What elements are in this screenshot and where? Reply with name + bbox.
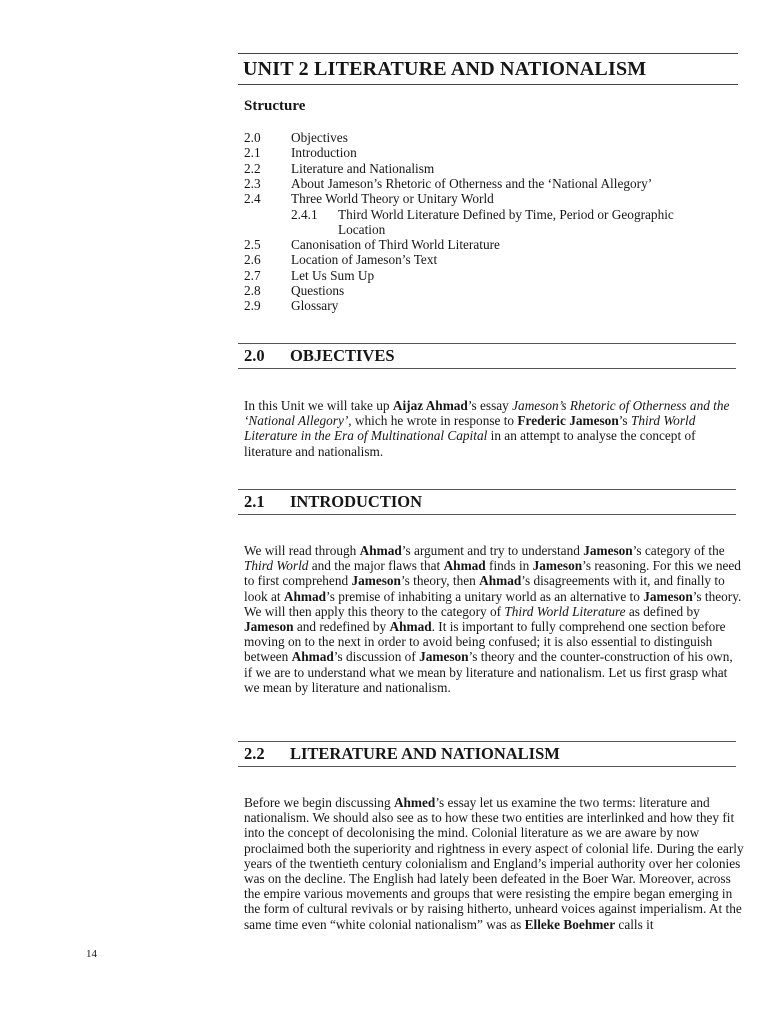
bold-text: Ahmad [389, 619, 432, 635]
bold-text: Frederic Jameson [517, 413, 619, 429]
bold-text: Ahmad [359, 543, 402, 558]
toc-number: 2.5 [244, 237, 261, 253]
bold-text: Aijaz Ahmad [392, 398, 468, 413]
toc-label: Let Us Sum Up [291, 267, 375, 283]
structure-heading: Structure [244, 98, 306, 114]
toc-label: Literature and Nationalism [291, 160, 435, 176]
bold-text: Jameson [643, 588, 693, 604]
body-text: ’s theory, then [400, 573, 480, 589]
toc-number: 2.0 [244, 130, 261, 145]
body-text: , which he wrote in response to [348, 413, 518, 429]
bold-text: Jameson [351, 573, 401, 589]
toc-label: Canonisation of Third World Literature [291, 237, 500, 253]
toc-number: 2.9 [244, 298, 261, 314]
toc-number: 2.7 [244, 267, 261, 283]
body-text: Before we begin discussing [244, 795, 394, 810]
toc-label: Third World Literature Defined by Time, Period or Geographic [338, 206, 674, 222]
section-title: INTRODUCTION [290, 492, 423, 511]
bold-text: Ahmad [283, 588, 327, 604]
italic-text: Third World Literature [504, 603, 626, 619]
body-text: In this Unit we will take up [244, 398, 393, 413]
body-text: ’s category of the [632, 543, 725, 558]
body-text: ’s reasoning. For this we need to first comprehend [244, 558, 741, 589]
body-text: We will read through [244, 543, 360, 558]
bold-text: Ahmed [393, 795, 436, 810]
section-number: 2.1 [244, 492, 265, 511]
body-text: and redefined by [293, 619, 390, 635]
toc-label: Location [338, 221, 386, 237]
literature-paragraph [244, 795, 744, 932]
body-text: calls it [615, 916, 654, 932]
bold-text: Jameson [532, 558, 583, 574]
bold-text: Jameson [583, 543, 633, 558]
toc-number: 2.6 [244, 252, 261, 268]
objectives-paragraph [244, 398, 744, 459]
body-text: ’s theory. We will then apply this theory to the category of [244, 588, 742, 619]
toc-label: About Jameson’s Rhetoric of Otherness and the ‘National Allegory’ [291, 175, 653, 191]
unit-title: UNIT 2 LITERATURE AND NATIONALISM [243, 58, 647, 80]
toc-label: Introduction [291, 145, 357, 161]
body-text: ’s essay [467, 398, 513, 413]
bold-text: Elleke Boehmer [524, 916, 616, 932]
body-text: . It is important to fully comprehend one section before moving on to the next in order to avoid being confused; it is also essential to distinguish between [244, 619, 726, 665]
body-text: and the major flaws that [308, 558, 444, 574]
section-heading-introduction [244, 492, 422, 512]
section-heading-literature [244, 744, 560, 764]
section-number: 2.0 [244, 346, 265, 365]
toc-number: 2.8 [244, 283, 261, 298]
toc-label: Objectives [291, 130, 348, 145]
body-text: ’s essay let us examine the two terms: literature and nationalism. We should also see as to how these two entities are interlinked and how they fit into the concept of decolonising the mind. Colonial literature as we are aware by now proclaimed both the superiority and rightness in every aspect of colonial life. During the early years of the twentieth century colonialism and England’s imperial authority over her colonies was on the decline. The English had lately been defeated in the Boer War. Moreover, across the empire various movements and groups that were resisting the empire began emerging in the form of cultural revivals or by raising hitherto, unheard voices against imperialism. At the same time even “white colonial nationalism” was as [244, 795, 744, 932]
section-title: OBJECTIVES [290, 346, 395, 365]
body-text: ’s discussion of [333, 649, 420, 665]
bold-text: Jameson [419, 649, 469, 665]
introduction-paragraph [244, 543, 744, 695]
body-text: ’s [618, 413, 631, 429]
toc-number: 2.1 [244, 145, 261, 161]
bold-text: Ahmad [291, 649, 334, 665]
toc-label: Location of Jameson’s Text [291, 252, 438, 268]
section-title: LITERATURE AND NATIONALISM [290, 744, 560, 763]
toc-number: 2.3 [244, 175, 261, 191]
bold-text: Ahmad [479, 573, 522, 589]
bold-text: Ahmad [443, 558, 486, 574]
bold-text: Jameson [244, 619, 294, 635]
body-text: finds in [485, 558, 533, 574]
toc-number: 2.4 [244, 191, 261, 207]
italic-text: Jameson’s Rhetoric of Otherness and the ‘National Allegory’ [244, 398, 730, 429]
toc-label: Glossary [291, 298, 339, 314]
body-text: in an attempt to analyse the concept of literature and nationalism. [244, 428, 696, 459]
page-number: 14 [86, 948, 97, 960]
italic-text: Third World [244, 558, 309, 574]
body-text: ’s argument and try to understand [401, 543, 584, 558]
section-number: 2.2 [244, 744, 265, 763]
body-text: ’s premise of inhabiting a unitary world as an alternative to [326, 588, 644, 604]
body-text: as defined by [625, 603, 700, 619]
section-heading-objectives [244, 346, 395, 366]
italic-text: Third World Literature in the Era of Multinational Capital [244, 413, 696, 444]
body-text: ’s disagreements with it, and finally to look at [244, 573, 725, 604]
body-text: ’s theory and the counter-construction of his own, if we are to understand what we mean by literature and nationalism. Let us first grasp what we mean by literature and nationalism. [244, 649, 733, 695]
toc-number: 2.4.1 [291, 206, 318, 222]
toc-label: Questions [291, 283, 345, 298]
toc-label: Three World Theory or Unitary World [291, 191, 494, 207]
toc-number: 2.2 [244, 160, 261, 176]
